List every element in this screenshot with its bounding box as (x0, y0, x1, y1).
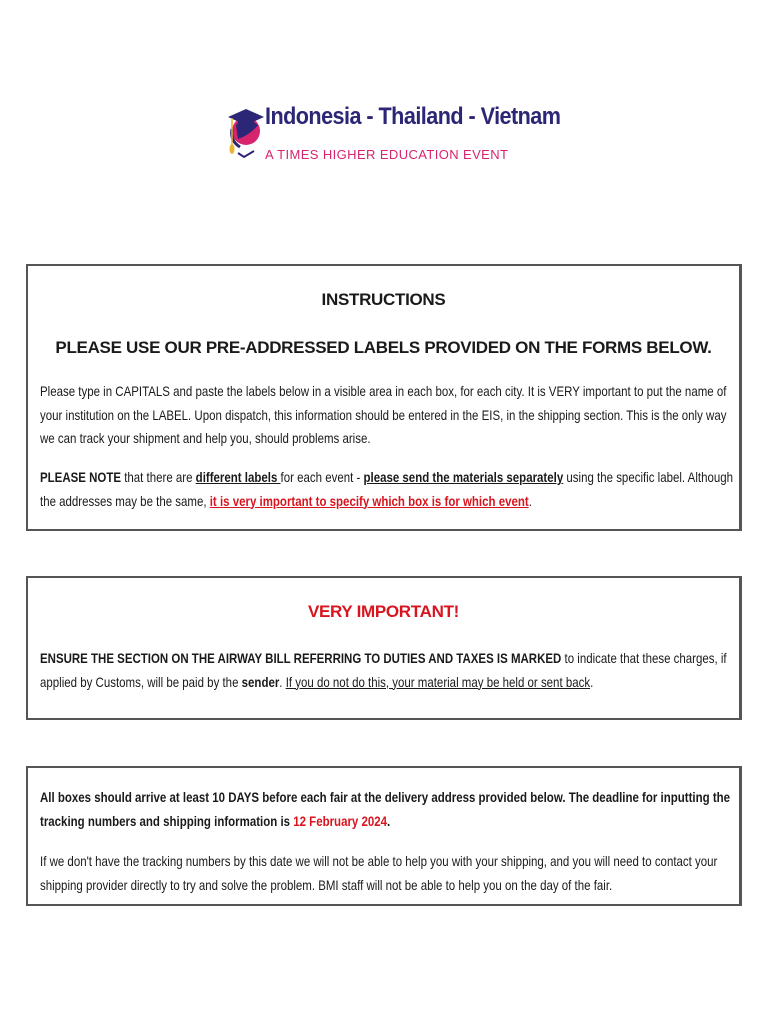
sender-text: sender (241, 673, 280, 690)
instructions-subheading: PLEASE USE OUR PRE-ADDRESSED LABELS PROVIDED ON THE FORMS BELOW. (55, 338, 712, 357)
tracking-paragraph: If we don't have the tracking numbers by this date we will not be able to help you with your shipping, and you will need to contact your shipping provider directly to try and solve the problem. BMI staff will not be able to help you on the day of the fair. (40, 853, 718, 893)
ensure-text: ENSURE THE SECTION ON THE AIRWAY BILL REFERRING TO DUTIES AND TAXES IS MARKED (40, 650, 562, 666)
airway-bill-paragraph: ENSURE THE SECTION ON THE AIRWAY BILL REFERRING TO DUTIES AND TAXES IS MARKED to indicate that these charges, if applied by Customs, will be paid by the sender. If you do not do this, your material may be held or sent back. (40, 650, 727, 690)
please-note-paragraph: PLEASE NOTE that there are different labels for each event - please send the materials separately using the specific label. Although the addresses may be the same, it is very important to specify which box is for which event. (40, 469, 733, 509)
very-important-heading: VERY IMPORTANT! (307, 602, 460, 621)
deadline-date: 12 February 2024 (293, 812, 388, 829)
logo-subtitle: A TIMES HIGHER EDUCATION EVENT (265, 147, 509, 162)
instructions-heading: INSTRUCTIONS (321, 290, 446, 309)
graduation-cap-globe-icon (224, 101, 264, 159)
very-important-box (26, 576, 742, 720)
send-separately-text: please send the materials separately (363, 469, 564, 485)
held-warning-text: If you do not do this, your material may be held or sent back (285, 673, 591, 690)
instructions-box (26, 264, 742, 531)
logo-title: Indonesia - Thailand - Vietnam (265, 103, 561, 130)
deadline-box (26, 766, 742, 906)
different-labels-text: different labels (195, 469, 281, 485)
please-note-label: PLEASE NOTE (40, 469, 122, 485)
instructions-paragraph: Please type in CAPITALS and paste the labels below in a visible area in each box, for each city. It is VERY important to put the name of your institution on the LABEL. Upon dispatch, this information should be entered in the EIS, in the shipping section. This is the only way we can track your shipment and help you, should problems arise. (40, 383, 727, 446)
important-warning-text: it is very important to specify which box is for which event (209, 492, 529, 509)
event-logo (224, 101, 561, 162)
deadline-paragraph: All boxes should arrive at least 10 DAYS before each fair at the delivery address provided below. The deadline for inputting the tracking numbers and shipping information is 12 February 2024. (40, 789, 731, 829)
